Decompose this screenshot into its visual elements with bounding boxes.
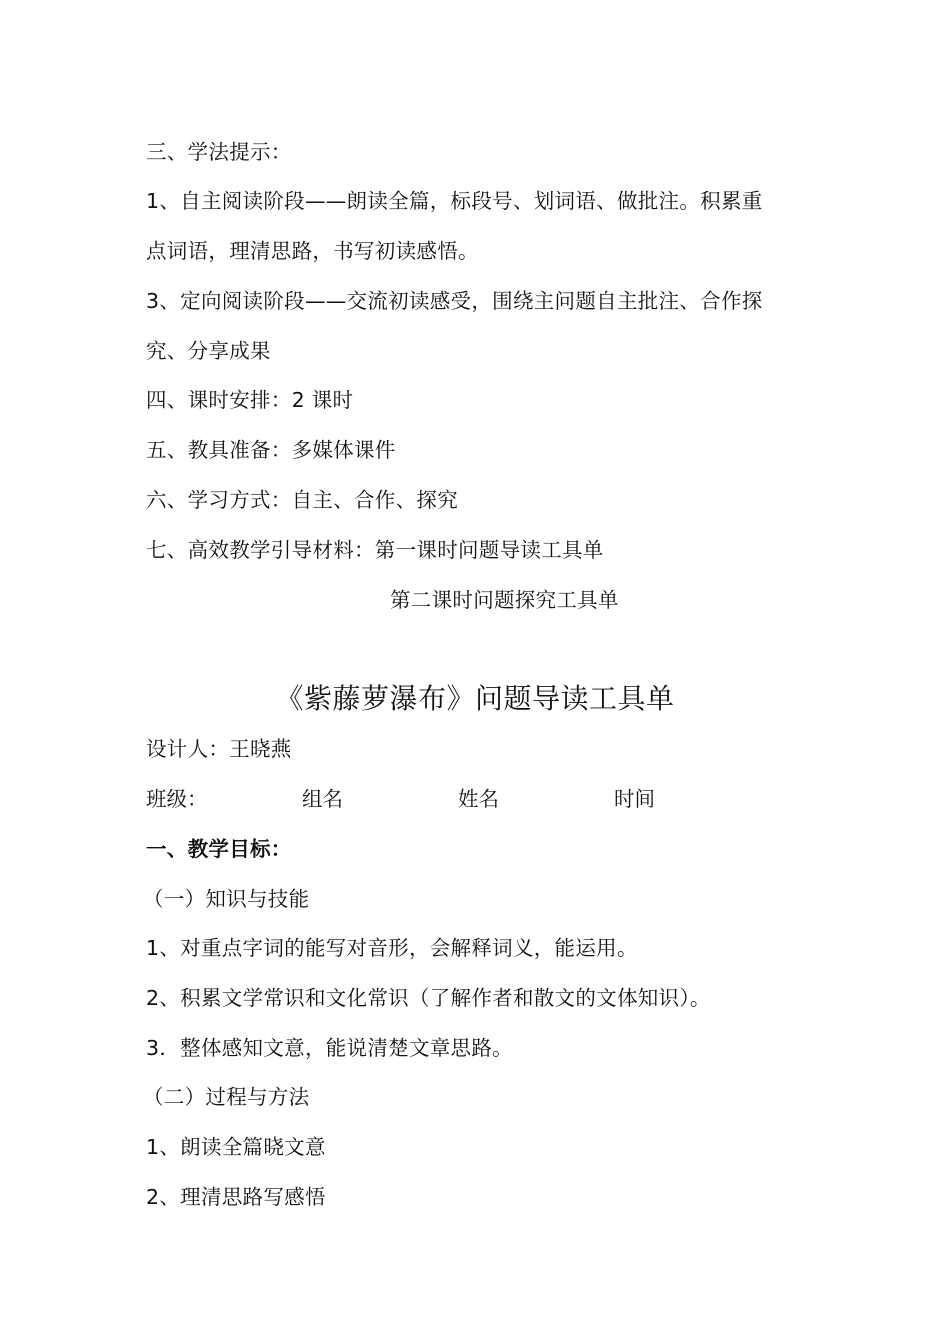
knowledge-item-3: 3．整体感知文意，能说清楚文章思路。 — [146, 1036, 513, 1060]
learning-mode-line: 六、学习方式：自主、合作、探究 — [146, 488, 458, 512]
group-field-label: 组名 — [302, 787, 343, 811]
methods-item1-line1: 1、自主阅读阶段——朗读全篇，标段号、划词语、做批注。积累重 — [146, 189, 763, 213]
methods-heading: 三、学法提示： — [146, 140, 292, 164]
process-item-1: 1、朗读全篇晓文意 — [146, 1135, 326, 1159]
time-field-label: 时间 — [614, 787, 655, 811]
knowledge-item-1: 1、对重点字词的能写对音形，会解释词义，能运用。 — [146, 936, 638, 960]
guide-materials-line2: 第二课时问题探究工具单 — [390, 588, 619, 612]
class-field-label: 班级： — [146, 787, 208, 811]
materials-line: 五、教具准备：多媒体课件 — [146, 438, 396, 462]
methods-item1-line2: 点词语，理清思路，书写初读感悟。 — [146, 239, 479, 263]
knowledge-item-2: 2、积累文学常识和文化常识（了解作者和散文的文体知识）。 — [146, 986, 711, 1010]
objectives-heading: 一、教学目标： — [146, 837, 292, 861]
knowledge-heading: （一）知识与技能 — [143, 887, 310, 911]
schedule-line: 四、课时安排：2 课时 — [146, 388, 354, 412]
process-heading: （二）过程与方法 — [143, 1085, 310, 1109]
methods-item3-line1: 3、定向阅读阶段——交流初读感受，围绕主问题自主批注、合作探 — [146, 289, 763, 313]
worksheet-title: 《紫藤萝瀑布》问题导读工具单 — [275, 682, 675, 715]
guide-materials-line1: 七、高效教学引导材料：第一课时问题导读工具单 — [146, 538, 604, 562]
process-item-2: 2、理清思路写感悟 — [146, 1185, 326, 1209]
methods-item3-line2: 究、分享成果 — [146, 339, 271, 363]
designer-line: 设计人：王晓燕 — [146, 737, 292, 761]
name-field-label: 姓名 — [458, 787, 499, 811]
